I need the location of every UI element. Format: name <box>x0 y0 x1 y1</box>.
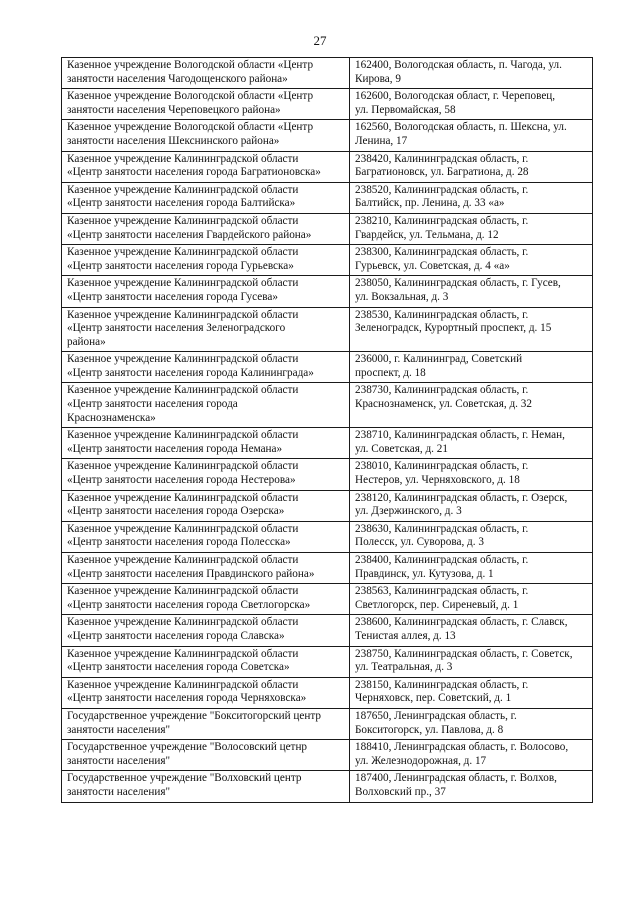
institution-name-cell: Казенное учреждение Калининградской области «Центр занятости населения города Краснознаменска» <box>62 383 350 428</box>
table-row <box>62 521 593 552</box>
table-row <box>62 428 593 459</box>
institution-name-cell: Казенное учреждение Вологодской области «Центр занятости населения Шекснинского района» <box>62 120 350 151</box>
institution-name-cell: Казенное учреждение Калининградской области «Центр занятости населения города Немана» <box>62 428 350 459</box>
institution-address-cell: 238730, Калининградская область, г. Краснознаменск, ул. Советская, д. 32 <box>350 383 593 428</box>
table-row <box>62 182 593 213</box>
institution-address-cell: 238010, Калининградская область, г. Нестеров, ул. Черняховского, д. 18 <box>350 459 593 490</box>
institution-address-cell: 238563, Калининградская область, г. Светлогорск, пер. Сиреневый, д. 1 <box>350 584 593 615</box>
table-row <box>62 276 593 307</box>
institution-name-cell: Казенное учреждение Калининградской области «Центр занятости населения города Советска» <box>62 646 350 677</box>
institution-address-cell: 187650, Ленинградская область, г. Бокситогорск, ул. Павлова, д. 8 <box>350 708 593 739</box>
table-row <box>62 646 593 677</box>
institution-name-cell: Государственное учреждение "Волосовский цетнр занятости населения" <box>62 740 350 771</box>
table-row <box>62 307 593 352</box>
institution-name-cell: Государственное учреждение "Волховский центр занятости населения" <box>62 771 350 802</box>
table-row <box>62 58 593 89</box>
table-row <box>62 352 593 383</box>
table-row <box>62 245 593 276</box>
institution-name-cell: Казенное учреждение Калининградской области «Центр занятости населения города Полесска» <box>62 521 350 552</box>
institution-address-cell: 238210, Калининградская область, г. Гвардейск, ул. Тельмана, д. 12 <box>350 213 593 244</box>
institution-address-cell: 238420, Калининградская область, г. Багратионовск, ул. Багратиона, д. 28 <box>350 151 593 182</box>
institution-address-cell: 236000, г. Калининград, Советский проспект, д. 18 <box>350 352 593 383</box>
institution-name-cell: Казенное учреждение Калининградской области «Центр занятости населения города Светлогорска» <box>62 584 350 615</box>
institution-address-cell: 238120, Калининградская область, г. Озерск, ул. Дзержинского, д. 3 <box>350 490 593 521</box>
institution-address-cell: 162560, Вологодская область, п. Шексна, ул. Ленина, 17 <box>350 120 593 151</box>
institution-name-cell: Казенное учреждение Калининградской области «Центр занятости населения города Нестерова» <box>62 459 350 490</box>
institution-name-cell: Казенное учреждение Калининградской области «Центр занятости населения Гвардейского района» <box>62 213 350 244</box>
institution-address-cell: 238520, Калининградская область, г. Балтийск, пр. Ленина, д. 33 «а» <box>350 182 593 213</box>
institution-name-cell: Казенное учреждение Калининградской области «Центр занятости населения города Славска» <box>62 615 350 646</box>
table-row <box>62 383 593 428</box>
institution-address-cell: 238050, Калининградская область, г. Гусев, ул. Вокзальная, д. 3 <box>350 276 593 307</box>
institution-name-cell: Казенное учреждение Калининградской области «Центр занятости населения города Балтийска» <box>62 182 350 213</box>
table-row <box>62 708 593 739</box>
page-number: 27 <box>313 33 327 48</box>
table-row <box>62 553 593 584</box>
institution-name-cell: Государственное учреждение "Бокситогорский центр занятости населения" <box>62 708 350 739</box>
institution-address-cell: 238750, Калининградская область, г. Советск, ул. Театральная, д. 3 <box>350 646 593 677</box>
institution-name-cell: Казенное учреждение Калининградской области «Центр занятости населения Правдинского района» <box>62 553 350 584</box>
institution-address-cell: 238600, Калининградская область, г. Славск, Тенистая аллея, д. 13 <box>350 615 593 646</box>
institution-name-cell: Казенное учреждение Калининградской области «Центр занятости населения города Озерска» <box>62 490 350 521</box>
institution-name-cell: Казенное учреждение Вологодской области «Центр занятости населения Чагодощенского района» <box>62 58 350 89</box>
institution-address-cell: 238710, Калининградская область, г. Неман, ул. Советская, д. 21 <box>350 428 593 459</box>
institution-address-cell: 238400, Калининградская область, г. Правдинск, ул. Кутузова, д. 1 <box>350 553 593 584</box>
institution-name-cell: Казенное учреждение Калининградской области «Центр занятости населения города Калининграда» <box>62 352 350 383</box>
institution-address-cell: 188410, Ленинградская область, г. Волосово, ул. Железнодорожная, д. 17 <box>350 740 593 771</box>
institution-address-cell: 187400, Ленинградская область, г. Волхов, Волховский пр., 37 <box>350 771 593 802</box>
table-row <box>62 89 593 120</box>
institution-address-cell: 238150, Калининградская область, г. Черняховск, пер. Советский, д. 1 <box>350 677 593 708</box>
table-row <box>62 151 593 182</box>
table-row <box>62 771 593 802</box>
table-body <box>62 58 593 803</box>
table-row <box>62 459 593 490</box>
institution-name-cell: Казенное учреждение Калининградской области «Центр занятости населения города Гусева» <box>62 276 350 307</box>
table-row <box>62 490 593 521</box>
table-row <box>62 213 593 244</box>
table-row <box>62 740 593 771</box>
institution-name-cell: Казенное учреждение Калининградской области «Центр занятости населения города Черняховска» <box>62 677 350 708</box>
institution-name-cell: Казенное учреждение Калининградской области «Центр занятости населения города Гурьевска» <box>62 245 350 276</box>
table-row <box>62 615 593 646</box>
institution-address-cell: 238530, Калининградская область, г. Зеленоградск, Курортный проспект, д. 15 <box>350 307 593 352</box>
table-row <box>62 584 593 615</box>
institution-name-cell: Казенное учреждение Калининградской области «Центр занятости населения города Багратионовска» <box>62 151 350 182</box>
institution-address-cell: 162400, Вологодская область, п. Чагода, ул. Кирова, 9 <box>350 58 593 89</box>
institution-address-cell: 162600, Вологодская област, г. Череповец, ул. Первомайская, 58 <box>350 89 593 120</box>
institution-address-cell: 238630, Калининградская область, г. Полесск, ул. Суворова, д. 3 <box>350 521 593 552</box>
institution-name-cell: Казенное учреждение Вологодской области «Центр занятости населения Череповецкого района» <box>62 89 350 120</box>
employment-centers-table <box>61 57 593 803</box>
table-row <box>62 677 593 708</box>
institution-name-cell: Казенное учреждение Калининградской области «Центр занятости населения Зеленоградского района» <box>62 307 350 352</box>
table-row <box>62 120 593 151</box>
institution-address-cell: 238300, Калининградская область, г. Гурьевск, ул. Советская, д. 4 «а» <box>350 245 593 276</box>
